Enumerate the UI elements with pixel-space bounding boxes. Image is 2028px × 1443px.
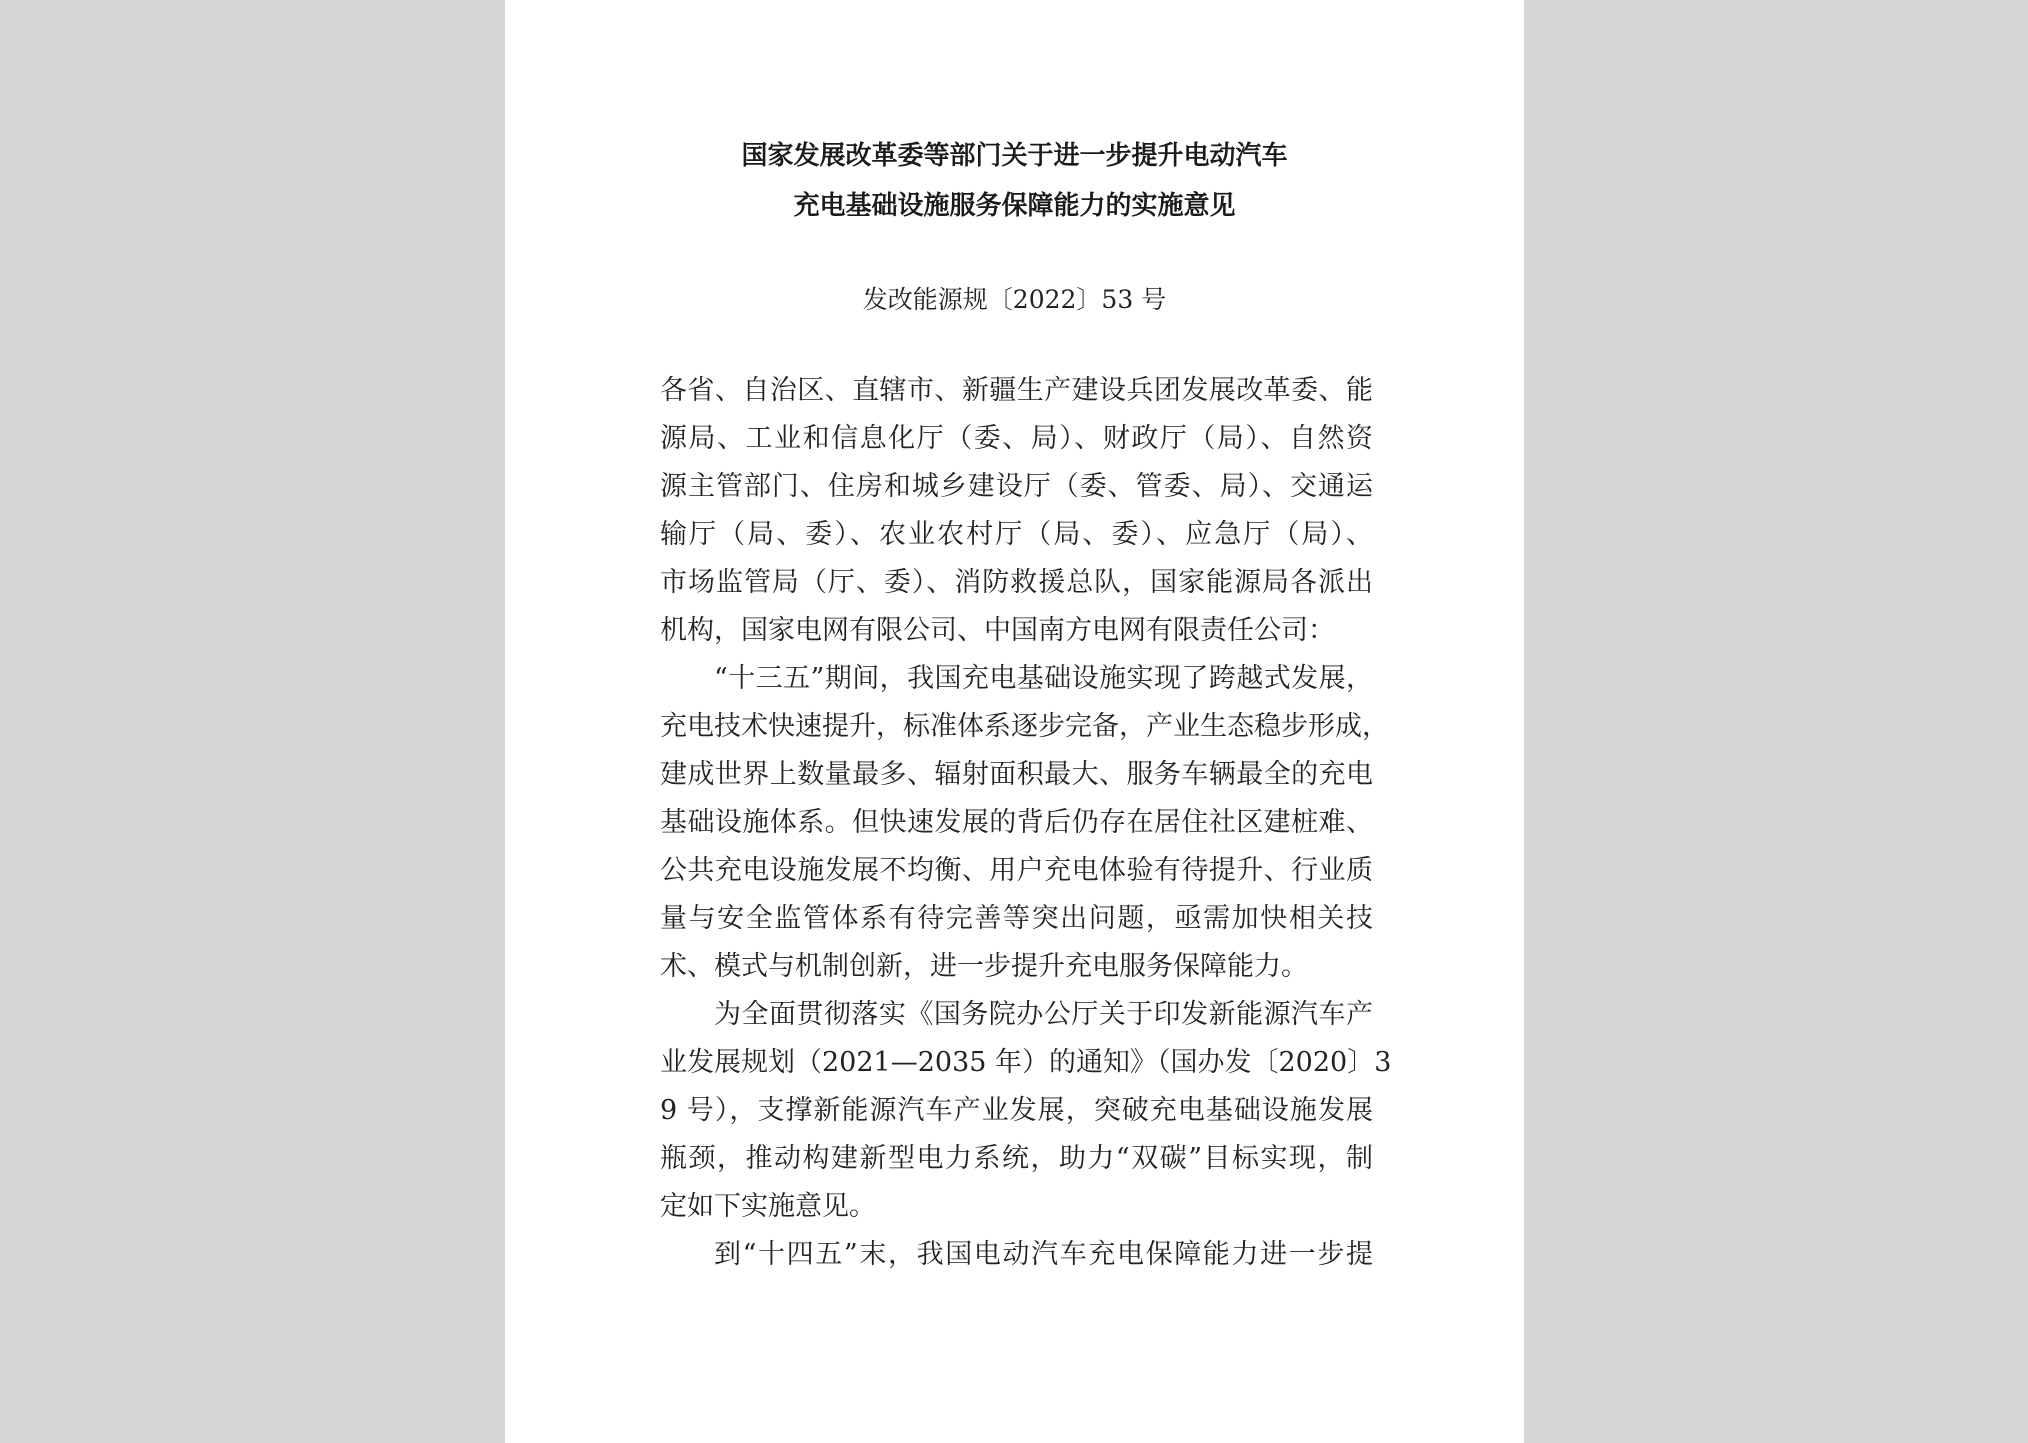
- body-line: 瓶颈，推动构建新型电力系统，助力“双碳”目标实现，制: [660, 1143, 1373, 1174]
- document-title-line-2: 充电基础设施服务保障能力的实施意见: [793, 191, 1236, 221]
- document-number: 发改能源规〔2022〕53 号: [862, 285, 1167, 314]
- body-line: 为全面贯彻落实《国务院办公厅关于印发新能源汽车产: [714, 999, 1373, 1030]
- body-line: 源局、工业和信息化厅（委、局）、财政厅（局）、自然资: [660, 423, 1373, 454]
- body-line: 业发展规划（2021—2035 年）的通知》（国办发〔2020〕3: [660, 1047, 1392, 1078]
- body-line: 机构，国家电网有限公司、中国南方电网有限责任公司：: [660, 615, 1335, 646]
- document-title-line-1: 国家发展改革委等部门关于进一步提升电动汽车: [741, 141, 1288, 171]
- body-line: 基础设施体系。但快速发展的背后仍存在居住社区建桩难、: [660, 807, 1373, 838]
- body-line: 输厅（局、委）、农业农村厅（局、委）、应急厅（局）、: [660, 519, 1373, 550]
- body-line: 术、模式与机制创新，进一步提升充电服务保障能力。: [660, 951, 1308, 982]
- body-line: 定如下实施意见。: [660, 1191, 876, 1222]
- body-line: “十三五”期间，我国充电基础设施实现了跨越式发展，: [714, 663, 1373, 694]
- document-page: [505, 0, 1524, 1443]
- body-line: 建成世界上数量最多、辐射面积最大、服务车辆最全的充电: [660, 759, 1373, 790]
- body-line: 市场监管局（厅、委）、消防救援总队，国家能源局各派出: [660, 567, 1373, 598]
- body-line: 到“十四五”末，我国电动汽车充电保障能力进一步提: [714, 1239, 1373, 1270]
- body-line: 充电技术快速提升，标准体系逐步完备，产业生态稳步形成，: [660, 711, 1389, 742]
- body-line: 源主管部门、住房和城乡建设厅（委、管委、局）、交通运: [660, 471, 1373, 502]
- body-line: 量与安全监管体系有待完善等突出问题，亟需加快相关技: [660, 903, 1373, 934]
- body-line: 9 号），支撑新能源汽车产业发展，突破充电基础设施发展: [660, 1095, 1373, 1126]
- body-line: 公共充电设施发展不均衡、用户充电体验有待提升、行业质: [660, 855, 1373, 886]
- body-line: 各省、自治区、直辖市、新疆生产建设兵团发展改革委、能: [660, 375, 1373, 406]
